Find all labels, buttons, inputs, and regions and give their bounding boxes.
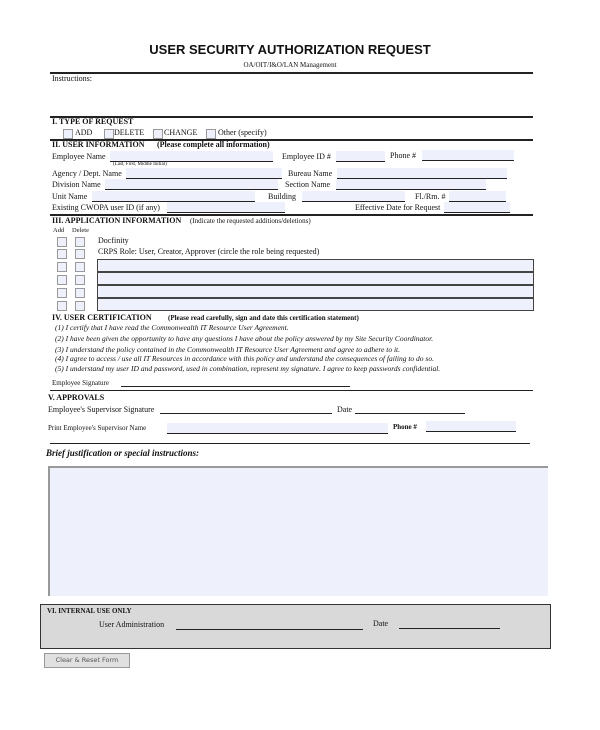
justification-textarea[interactable] <box>48 466 548 596</box>
delete-label: DELETE <box>114 128 145 137</box>
supervisor-signature-line[interactable] <box>160 413 332 414</box>
employee-name-label: Employee Name <box>52 152 106 161</box>
division-field[interactable] <box>105 179 278 190</box>
delete-checkbox[interactable] <box>75 262 85 272</box>
application-input[interactable] <box>97 285 534 298</box>
building-field[interactable] <box>302 191 405 202</box>
page-title: USER SECURITY AUTHORIZATION REQUEST <box>149 42 431 57</box>
add-checkbox[interactable] <box>57 249 67 259</box>
phone-field[interactable] <box>422 150 514 161</box>
effective-date-field[interactable] <box>444 202 510 213</box>
subtitle: OA/OIT/I&O/LAN Management <box>243 61 337 69</box>
delete-checkbox[interactable] <box>104 129 114 139</box>
employee-signature-line[interactable] <box>121 386 350 387</box>
delete-checkbox[interactable] <box>75 237 85 247</box>
flrm-label: Fl./Rm. # <box>415 192 446 201</box>
app-docfinity: Docfinity <box>98 236 129 245</box>
employee-id-label: Employee ID # <box>282 152 331 161</box>
employee-id-field[interactable] <box>336 151 385 162</box>
app-crps: CRPS Role: User, Creator, Approver (circle the role being requested) <box>98 247 320 256</box>
section4-title: IV. USER CERTIFICATION <box>52 313 152 322</box>
add-checkbox[interactable] <box>57 288 67 298</box>
section-field[interactable] <box>336 179 486 190</box>
change-checkbox[interactable] <box>153 129 163 139</box>
bureau-label: Bureau Name <box>288 169 333 178</box>
effective-date-label: Effective Date for Request <box>355 203 441 212</box>
section1-title: I. TYPE OF REQUEST <box>52 117 134 126</box>
unit-field[interactable] <box>92 191 255 202</box>
delete-column-label: Delete <box>72 227 89 234</box>
date-line[interactable] <box>355 413 465 414</box>
certification-statement: (1) I certify that I have read the Commonwealth IT Resource User Agreement. <box>55 323 289 332</box>
certification-statement: (5) I understand my user ID and password, used in combination, represent my signature. I agree to keep passwords confidential. <box>55 364 441 373</box>
justification-label: Brief justification or special instructions: <box>46 448 200 458</box>
agency-label: Agency / Dept. Name <box>52 169 122 178</box>
certification-statement: (3) I understand the policy contained in the Commonwealth IT Resource User Agreement and agree to adhere to it. <box>55 345 401 354</box>
delete-checkbox[interactable] <box>75 288 85 298</box>
cwopa-label: Existing CWOPA user ID (if any) <box>52 203 160 212</box>
division-label: Division Name <box>52 180 101 189</box>
supervisor-name-label: Print Employee's Supervisor Name <box>48 424 147 432</box>
phone-label: Phone # <box>390 151 416 160</box>
other-label: Other (specify) <box>218 128 267 137</box>
delete-checkbox[interactable] <box>75 275 85 285</box>
flrm-field[interactable] <box>449 191 506 202</box>
section3-title: III. APPLICATION INFORMATION <box>52 216 182 225</box>
cwopa-field[interactable] <box>167 202 285 213</box>
section5-title: V. APPROVALS <box>48 393 105 402</box>
other-checkbox[interactable] <box>206 129 216 139</box>
supervisor-phone-label: Phone # <box>393 423 417 431</box>
divider <box>50 72 533 74</box>
user-admin-line[interactable] <box>176 629 363 630</box>
supervisor-name-field[interactable] <box>167 423 388 434</box>
internal-use-panel <box>40 604 551 649</box>
add-checkbox[interactable] <box>57 275 67 285</box>
delete-checkbox[interactable] <box>75 301 85 311</box>
certification-statement: (4) I agree to access / use all IT Resources in accordance with this policy and understand the consequences of failing to do so. <box>55 354 434 363</box>
building-label: Building <box>268 192 297 201</box>
supervisor-phone-field[interactable] <box>426 421 516 432</box>
add-checkbox[interactable] <box>57 301 67 311</box>
application-input[interactable] <box>97 272 534 285</box>
add-column-label: Add <box>53 227 65 234</box>
internal-date-line[interactable] <box>399 628 500 629</box>
name-hint: (Last, First, Middle Initial) <box>113 162 167 167</box>
section3-note: (Indicate the requested additions/deletions) <box>190 217 311 225</box>
employee-name-field[interactable] <box>110 151 273 162</box>
section4-note: (Please read carefully, sign and date this certification statement) <box>168 314 359 322</box>
add-checkbox[interactable] <box>57 237 67 247</box>
delete-checkbox[interactable] <box>75 249 85 259</box>
section2-title: II. USER INFORMATION <box>52 140 145 149</box>
bureau-field[interactable] <box>337 168 507 179</box>
supervisor-signature-label: Employee's Supervisor Signature <box>48 405 155 414</box>
agency-field[interactable] <box>126 168 282 179</box>
date-label: Date <box>337 405 353 414</box>
divider <box>50 443 530 444</box>
instructions-label: Instructions: <box>52 74 92 83</box>
user-admin-label: User Administration <box>99 620 165 629</box>
application-input[interactable] <box>97 298 534 311</box>
change-label: CHANGE <box>164 128 198 137</box>
add-checkbox[interactable] <box>63 129 73 139</box>
unit-label: Unit Name <box>52 192 88 201</box>
add-label: ADD <box>75 128 93 137</box>
internal-date-label: Date <box>373 619 389 628</box>
divider <box>50 390 533 391</box>
section2-note: (Please complete all information) <box>157 140 270 149</box>
section6-title: VI. INTERNAL USE ONLY <box>47 607 132 615</box>
certification-statement: (2) I have been given the opportunity to have any questions I have about the policy answered by my Site Security Coordinator. <box>55 334 434 343</box>
employee-signature-label: Employee Signature <box>52 379 109 387</box>
section-label: Section Name <box>285 180 331 189</box>
application-input[interactable] <box>97 259 534 272</box>
add-checkbox[interactable] <box>57 262 67 272</box>
clear-reset-button[interactable]: Clear & Reset Form <box>44 653 130 668</box>
